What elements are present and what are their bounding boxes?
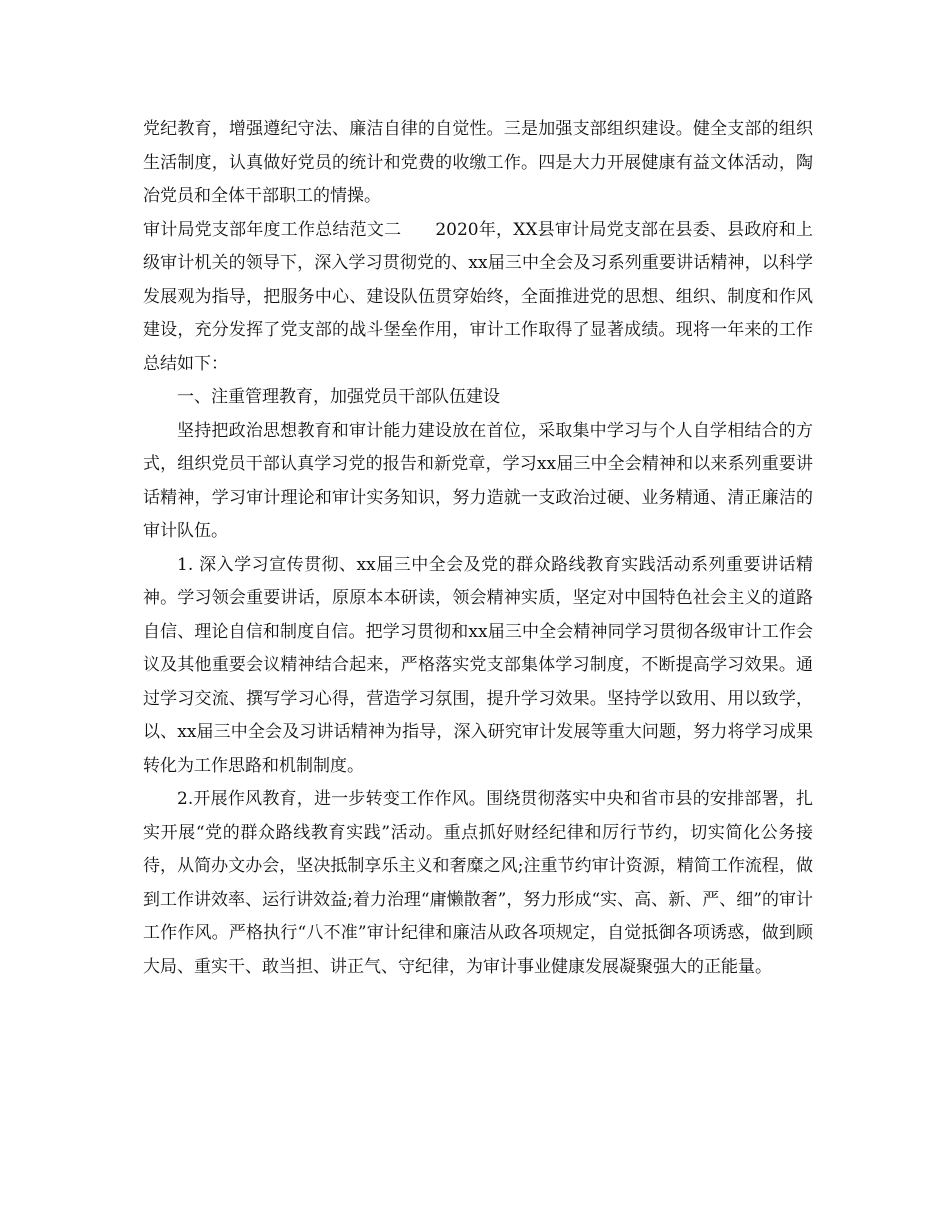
- heading-management-education: 一、注重管理教育，加强党员干部队伍建设: [177, 387, 500, 407]
- section-title: 审计局党支部年度工作总结范文二: [143, 219, 402, 240]
- paragraph-summary-intro: [143, 214, 813, 382]
- document-body: [143, 113, 813, 984]
- intro-text: 2020年，XX县审计局党支部在县委、县政府和上级审计机关的领导下，深入学习贯彻党的、xx届三中全会及习系列重要讲话精神，以科学发展观为指导，把服务中心、建设队伍贯穿始终，全面推进党的思想、组织、制度和作风建设，充分发挥了党支部的战斗堡垒作用，审计工作取得了显著成绩。现将一年来的工作总结如下：: [143, 219, 814, 374]
- paragraph-political-education: 坚持把政治思想教育和审计能力建设放在首位，采取集中学习与个人自学相结合的方式，组织党员干部认真学习党的报告和新党章，学习xx届三中全会精神和以来系列重要讲话精神，学习审计理论和审计实务知识，努力造就一支政治过硬、业务精通、清正廉洁的审计队伍。: [143, 420, 813, 541]
- paragraph-party-discipline: 党纪教育，增强遵纪守法、廉洁自律的自觉性。三是加强支部组织建设。健全支部的组织生活制度，认真做好党员的统计和党费的收缴工作。四是大力开展健康有益文体活动，陶冶党员和全体干部职工的情操。: [143, 119, 813, 206]
- paragraph-item-2-work-style: 2.开展作风教育，进一步转变工作作风。围绕贯彻落实中央和省市县的安排部署，扎实开展“党的群众路线教育实践”活动。重点抓好财经纪律和厉行节约，切实简化公务接待，从简办文办会，坚决抵制享乐主义和奢糜之风;注重节约审计资源，精简工作流程，做到工作讲效率、运行讲效益;着力治理“庸懒散奢”，努力形成“实、高、新、严、细”的审计工作作风。严格执行“八不准”审计纪律和廉洁从政各项规定，自觉抵御各项诱惑，做到顾大局、重实干、敢当担、讲正气、守纪律，为审计事业健康发展凝聚强大的正能量。: [143, 789, 813, 977]
- paragraph-item-1-study: 1. 深入学习宣传贯彻、xx届三中全会及党的群众路线教育实践活动系列重要讲话精神。学习领会重要讲话，原原本本研读，领会精神实质，坚定对中国特色社会主义的道路自信、理论自信和制度自信。把学习贯彻和xx届三中全会精神同学习贯彻各级审计工作会议及其他重要会议精神结合起来，严格落实党支部集体学习制度，不断提高学习效果。通过学习交流、撰写学习心得，营造学习氛围，提升学习效果。坚持学以致用、用以致学，以、xx届三中全会及习讲话精神为指导，深入研究审计发展等重大问题，努力将学习成果转化为工作思路和机制制度。: [143, 554, 813, 776]
